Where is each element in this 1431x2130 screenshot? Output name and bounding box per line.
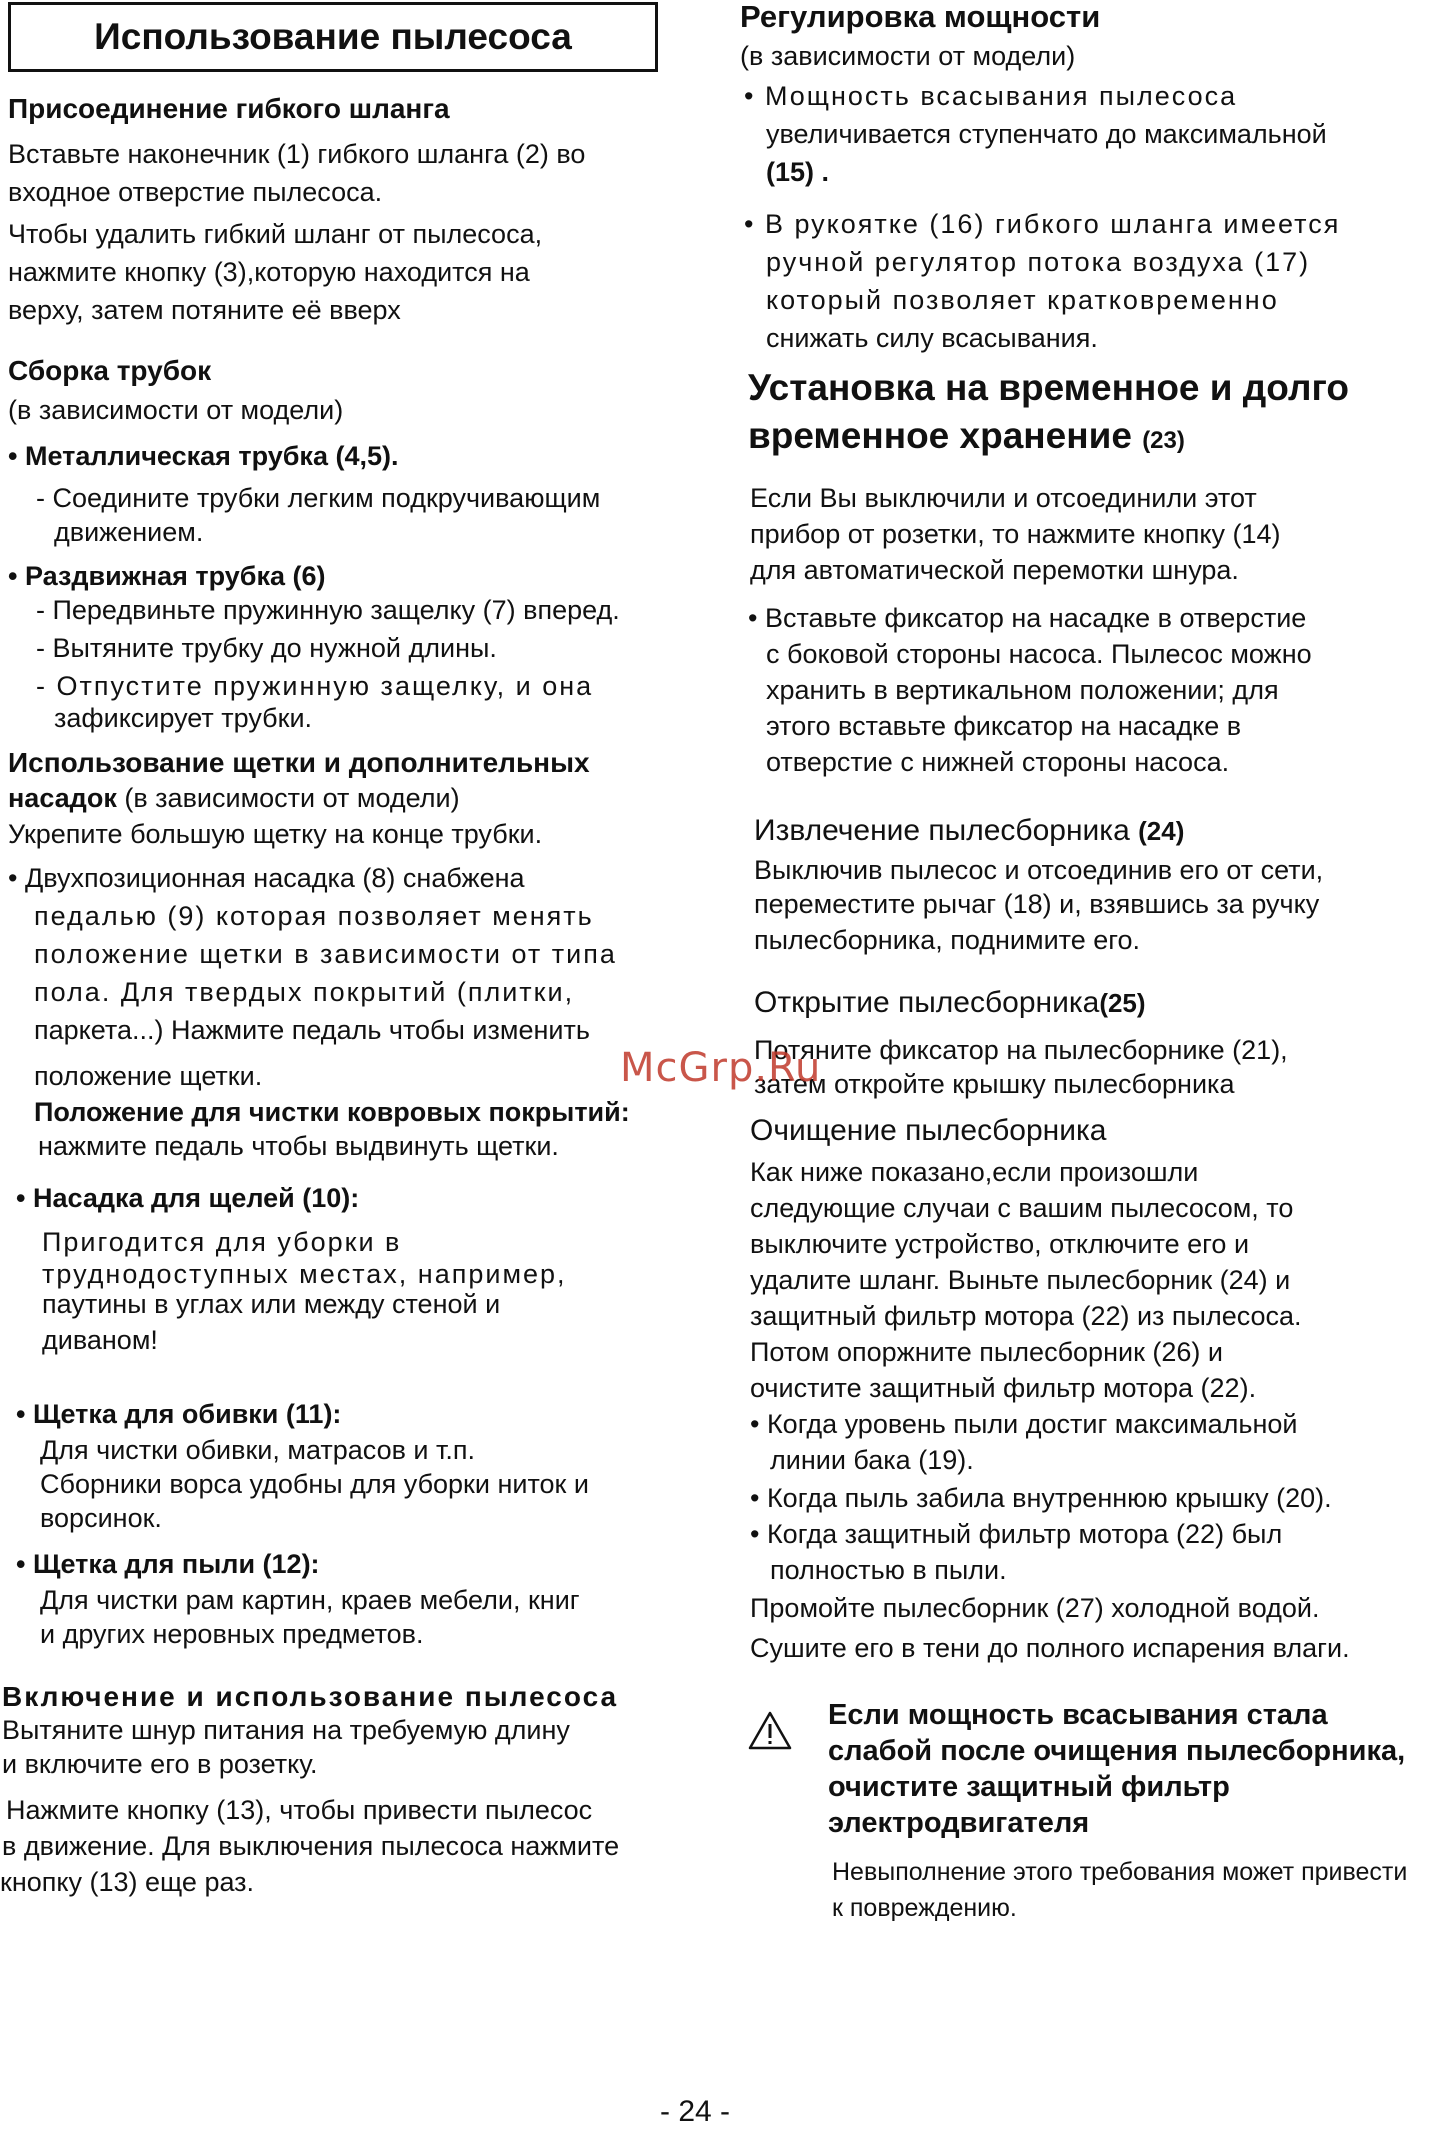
telescopic-line: - Вытяните трубку до нужной длины.: [36, 633, 497, 663]
telescopic-line: - Отпустите пружинную защелку, и она: [36, 671, 594, 701]
metal-tube-line: движением.: [54, 517, 204, 547]
brush-intro: Укрепите большую щетку на конце трубки.: [8, 819, 543, 849]
dust-brush-line: Для чистки рам картин, краев мебели, книг: [40, 1585, 580, 1615]
telescopic-line: зафиксирует трубки.: [54, 703, 313, 733]
brush-heading-line-2: насадок (в зависимости от модели): [8, 783, 460, 813]
clean-bin-line: полностью в пыли.: [770, 1555, 1007, 1585]
tubes-heading: Сборка трубок: [8, 355, 212, 386]
power-adjust-line: снижать силу всасывания.: [766, 323, 1098, 353]
storage-line: хранить в вертикальном положении; для: [766, 675, 1279, 705]
nozzle-line: положение щетки в зависимости от типа: [34, 939, 617, 969]
upholstery-line: ворсинок.: [40, 1503, 162, 1533]
metal-tube-line: - Соедините трубки легким подкручивающим: [36, 483, 601, 513]
warning-note-line: Невыполнение этого требования может привести: [832, 1858, 1408, 1886]
storage-line: Если Вы выключили и отсоединили этот: [750, 483, 1257, 513]
crevice-heading: • Насадка для щелей (10):: [16, 1183, 360, 1213]
nozzle-line: пола. Для твердых покрытий (плитки,: [34, 977, 575, 1007]
power-adjust-note: (в зависимости от модели): [740, 41, 1076, 71]
tubes-note: (в зависимости от модели): [8, 395, 344, 425]
hose-line: Вставьте наконечник (1) гибкого шланга (2) во: [8, 139, 586, 169]
warning-line: очистите защитный фильтр: [828, 1771, 1230, 1803]
power-line: и включите его в розетку.: [2, 1749, 318, 1779]
clean-bin-line: • Когда уровень пыли достиг максимальной: [750, 1409, 1298, 1439]
telescopic-tube-item: • Раздвижная трубка (6): [8, 561, 326, 591]
power-adjust-line: • В рукоятке (16) гибкого шланга имеется: [744, 209, 1341, 239]
clean-bin-line: защитный фильтр мотора (22) из пылесоса.: [750, 1301, 1302, 1331]
carpet-text: нажмите педаль чтобы выдвинуть щетки.: [38, 1131, 559, 1161]
open-bin-heading: Открытие пылесборника(25): [754, 986, 1146, 1019]
open-bin-line: Потяните фиксатор на пылесборнике (21),: [754, 1035, 1288, 1065]
hose-line: Чтобы удалить гибкий шланг от пылесоса,: [8, 219, 543, 249]
storage-line: • Вставьте фиксатор на насадке в отверстие: [748, 603, 1307, 633]
power-adjust-line: ручной регулятор потока воздуха (17): [766, 247, 1311, 277]
brush-heading: Использование щетки и дополнительных: [8, 747, 590, 778]
storage-heading-line-2: временное хранение (23): [748, 415, 1185, 456]
metal-tube-item: • Металлическая трубка (4,5).: [8, 441, 399, 471]
power-adjust-line: увеличивается ступенчато до максимальной: [766, 119, 1327, 149]
power-line: кнопку (13) еще раз.: [0, 1867, 255, 1897]
carpet-heading: Положение для чистки ковровых покрытий:: [34, 1097, 630, 1127]
warning-line: электродвигателя: [828, 1807, 1090, 1839]
clean-bin-line: следующие случаи с вашим пылесосом, то: [750, 1193, 1294, 1223]
clean-bin-line: • Когда защитный фильтр мотора (22) был: [750, 1519, 1283, 1549]
nozzle-line: паркета...) Нажмите педаль чтобы изменить: [34, 1015, 590, 1045]
crevice-line: Пригодится для уборки в: [42, 1227, 402, 1257]
power-line: Нажмите кнопку (13), чтобы привести пылесос: [6, 1795, 593, 1825]
crevice-line: труднодоступных местах, например,: [42, 1259, 567, 1289]
upholstery-line: Сборники ворса удобны для уборки ниток и: [40, 1469, 589, 1499]
upholstery-line: Для чистки обивки, матрасов и т.п.: [40, 1435, 476, 1465]
power-adjust-heading: Регулировка мощности: [740, 0, 1101, 34]
hose-line: верху, затем потяните её вверх: [8, 295, 401, 325]
dust-brush-line: и других неровных предметов.: [40, 1619, 424, 1649]
clean-bin-line: очистите защитный фильтр мотора (22).: [750, 1373, 1257, 1403]
clean-bin-line: линии бака (19).: [770, 1445, 974, 1475]
nozzle-line: положение щетки.: [34, 1061, 263, 1091]
clean-bin-line: выключите устройство, отключите его и: [750, 1229, 1250, 1259]
warning-triangle-icon: [748, 1710, 792, 1750]
open-bin-line: затем откройте крышку пылесборника: [754, 1069, 1235, 1099]
clean-bin-line: Сушите его в тени до полного испарения влаги.: [750, 1633, 1350, 1663]
power-line: Вытяните шнур питания на требуемую длину: [2, 1715, 570, 1745]
storage-line: прибор от розетки, то нажмите кнопку (14): [750, 519, 1281, 549]
storage-line: для автоматической перемотки шнура.: [750, 555, 1239, 585]
nozzle-line: • Двухпозиционная насадка (8) снабжена: [8, 863, 525, 893]
remove-bin-line: пылесборника, поднимите его.: [754, 925, 1141, 955]
hose-heading: Присоединение гибкого шланга: [8, 93, 450, 124]
clean-bin-line: Как ниже показано,если произошли: [750, 1157, 1199, 1187]
storage-line: с боковой стороны насоса. Пылесос можно: [766, 639, 1312, 669]
hose-line: нажмите кнопку (3),которую находится на: [8, 257, 530, 287]
watermark: McGrp.Ru: [620, 1045, 822, 1091]
clean-bin-line: удалите шланг. Выньте пылесборник (24) и: [750, 1265, 1291, 1295]
storage-line: отверстие с нижней стороны насоса.: [766, 747, 1230, 777]
power-line: в движение. Для выключения пылесоса нажмите: [2, 1831, 620, 1861]
power-heading: Включение и использование пылесоса: [2, 1681, 619, 1712]
power-adjust-line: • Мощность всасывания пылесоса: [744, 81, 1238, 111]
page-title: Использование пылесоса: [8, 2, 658, 72]
clean-bin-line: Промойте пылесборник (27) холодной водой.: [750, 1593, 1320, 1623]
dust-brush-heading: • Щетка для пыли (12):: [16, 1549, 320, 1579]
crevice-line: паутины в углах или между стеной и: [42, 1289, 501, 1319]
crevice-line: диваном!: [42, 1325, 158, 1355]
warning-note-line: к повреждению.: [832, 1894, 1017, 1922]
upholstery-heading: • Щетка для обивки (11):: [16, 1399, 342, 1429]
remove-bin-heading: Извлечение пылесборника (24): [754, 814, 1185, 847]
clean-bin-heading: Очищение пылесборника: [750, 1114, 1107, 1147]
power-adjust-line: (15) .: [766, 157, 830, 187]
warning-line: слабой после очищения пылесборника,: [828, 1735, 1406, 1767]
telescopic-line: - Передвиньте пружинную защелку (7) вперед.: [36, 595, 620, 625]
clean-bin-line: • Когда пыль забила внутреннюю крышку (20).: [750, 1483, 1332, 1513]
storage-heading: Установка на временное и долго: [748, 367, 1349, 408]
remove-bin-line: переместите рычаг (18) и, взявшись за ручку: [754, 889, 1320, 919]
hose-line: входное отверстие пылесоса.: [8, 177, 383, 207]
power-adjust-line: который позволяет кратковременно: [766, 285, 1279, 315]
nozzle-line: педалью (9) которая позволяет менять: [34, 901, 594, 931]
clean-bin-line: Потом опоржните пылесборник (26) и: [750, 1337, 1223, 1367]
storage-line: этого вставьте фиксатор на насадке в: [766, 711, 1242, 741]
remove-bin-line: Выключив пылесос и отсоединив его от сети,: [754, 855, 1324, 885]
warning-line: Если мощность всасывания стала: [828, 1699, 1328, 1731]
page-number: - 24 -: [660, 2095, 731, 2128]
